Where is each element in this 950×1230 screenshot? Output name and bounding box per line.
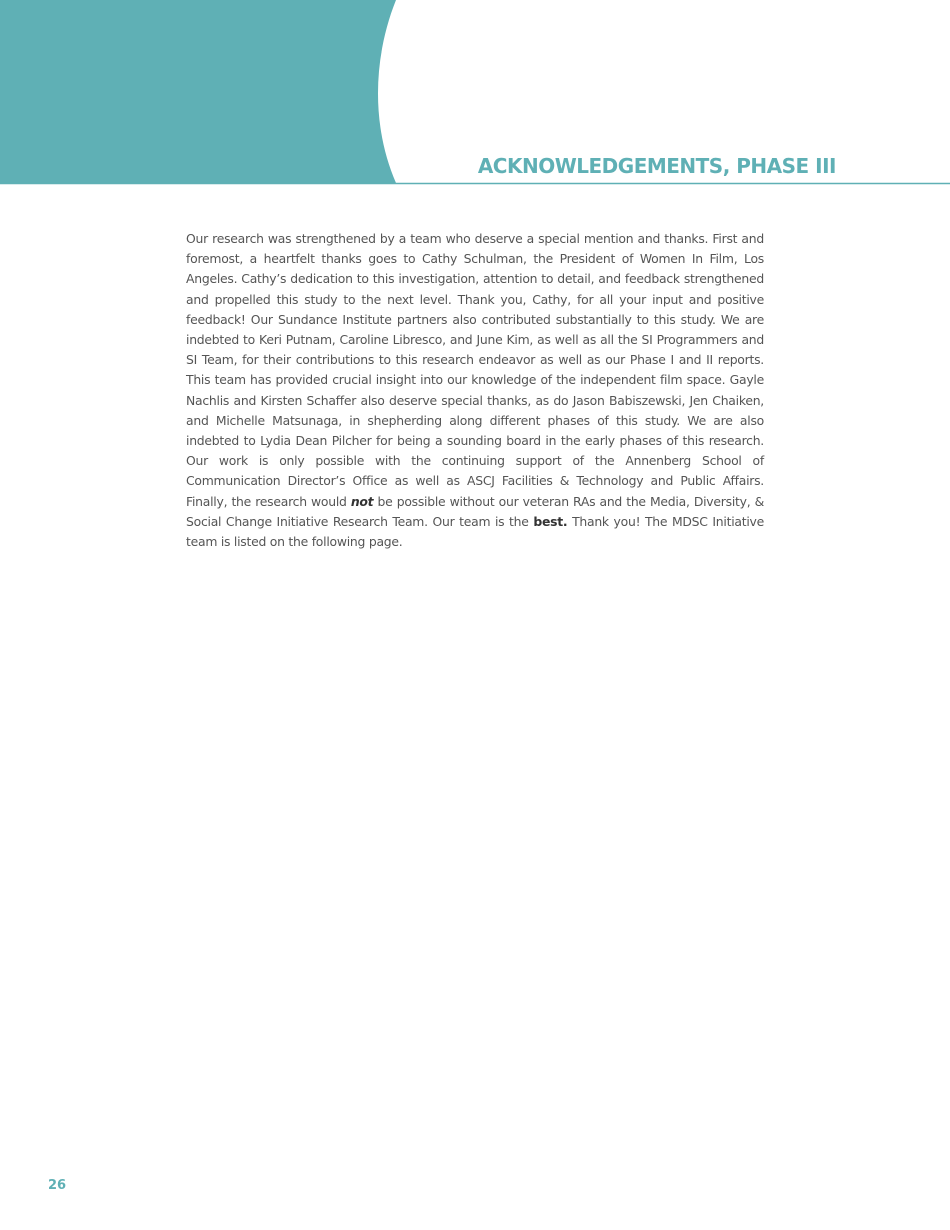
emphasis-not: not	[350, 493, 374, 509]
header-teal-shape	[0, 0, 396, 183]
emphasis-best: best.	[533, 513, 568, 529]
paragraph-text-1: Our research was strengthened by a team who deserve a special mention and thanks. First and foremost, a heartfelt thanks goes to Cathy Schulman, the President of Women In Film, Los Angeles. Cathy’s dedication to this investigation, attention to detail, and feedback strengthened and propelled this study to the next level. Thank you, Cathy, for all your input and positive feedback! Our Sundance Institute partners also contributed substantially to this study. We are indebted to Keri Putnam, Caroline Libresco, and June Kim, as well as all the SI Programmers and SI Team, for their contributions to this research endeavor as well as our Phase I and II reports. This team has provided crucial insight into our knowledge of the independent film space. Gayle Nachlis and Kirsten Schaffer also deserve special thanks, as do Jason Babiszewski, Jen Chaiken, and Michelle Matsunaga, in shepherding along different phases of this study. We are also indebted to Lydia Dean Pilcher for being a sounding board in the early phases of this research. Our work is only possible with the continuing support of the Annenberg School of Communication Director’s Office as well as ASCJ Facilities & Technology and Public Affairs. Finally, the research would	[186, 231, 764, 509]
page-number: 26	[48, 1178, 67, 1193]
paragraph-text-2: be possible without our veteran RAs and the Media, Diversity, & Social Change Initiative Research Team. Our team is the	[186, 493, 764, 529]
page-title: ACKNOWLEDGEMENTS, PHASE III	[477, 154, 836, 178]
paragraph-text-3: Thank you! The MDSC Initiative team is listed on the following page.	[186, 513, 764, 550]
acknowledgements-paragraph	[186, 229, 764, 552]
